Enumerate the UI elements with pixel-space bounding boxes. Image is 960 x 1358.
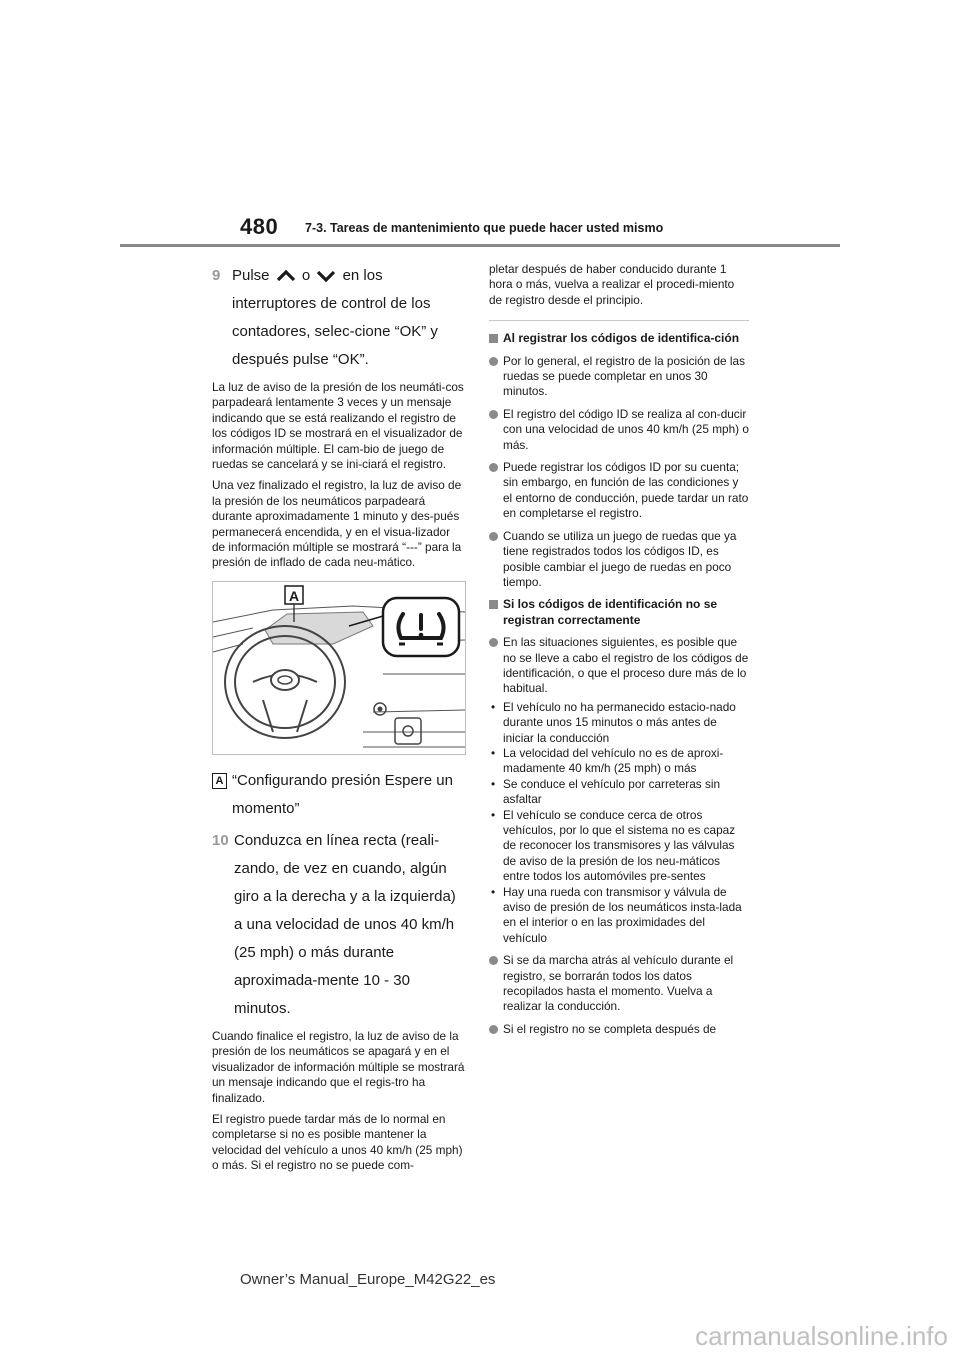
step-number: 10: [212, 831, 229, 849]
subheading: Si los códigos de identificación no se registran correctamente: [489, 597, 749, 628]
figure-caption: [212, 767, 466, 823]
bullet-dot-icon: [489, 956, 498, 965]
step-number: 9: [212, 267, 221, 284]
paragraph: Cuando finalice el registro, la luz de aviso de la presión de los neumáticos se apagará y en el visualizador de información múltiple se mostrará un mensaje indicando que el regis-tro ha finalizado.: [212, 1028, 465, 1105]
paragraph: Una vez finalizado el registro, la luz de aviso de la presión de los neumáticos parpadeará durante aproximadamente 1 minuto y des-pués permanecerá encendida, y en el visua-lizador de información múltiple se mostrará “---” para la presión de inflado de cada neu-mático.: [212, 478, 462, 570]
list-item: Si se da marcha atrás al vehículo durante el registro, se borrarán todos los datos recopilados hasta el momento. Vuelva a realizar la conducción.: [489, 953, 749, 1015]
step-9-pre: Pulse: [232, 267, 270, 284]
sub-list-item: • El vehículo no ha permanecido estacio-nado durante unos 15 minutos o más antes de iniciar la conducción: [489, 700, 749, 746]
list-item: En las situaciones siguientes, es posible que no se lleve a cabo el registro de los códigos de identificación, o que el proceso dure más de lo habitual.: [489, 635, 749, 697]
right-column: [489, 262, 749, 1044]
dashboard-illustration: [212, 581, 466, 755]
step-10: [212, 827, 466, 1023]
sub-list-item: • La velocidad del vehículo no es de aproxi-madamente 40 km/h (25 mph) o más: [489, 746, 749, 777]
sub-list: [489, 700, 749, 947]
list-item: El registro del código ID se realiza al con-ducir con una velocidad de unos 40 km/h (25 mph) o más.: [489, 407, 749, 453]
step-10-text: Conduzca en línea recta (reali-zando, de vez en cuando, algún giro a la derecha y a la izquierda) a una velocidad de unos 40 km/h (25 mph) o más durante aproximada-mente 10 - 30 minutos.: [234, 831, 456, 1017]
left-column: [212, 262, 466, 1180]
bullet-dot-icon: [489, 410, 498, 419]
list-item: Si el registro no se completa después de: [489, 1022, 749, 1037]
step-9-mid: o: [301, 267, 311, 284]
square-bullet-icon: [489, 334, 498, 343]
paragraph: pletar después de haber conducido durante 1 hora o más, vuelva a realizar el procedi-miento de registro desde el principio.: [489, 262, 735, 307]
caption-text: “Configurando presión Espere un momento”: [232, 771, 453, 817]
bullet-dot-icon: [489, 357, 498, 366]
caption-label: A: [212, 773, 227, 789]
paragraph: La luz de aviso de la presión de los neumáti-cos parpadeará lentamente 3 veces y un mensaje indicando que se está realizando el registro de los códigos ID se mostrará en el visualizador de información múltiple. El cam-bio de juego de ruedas se cancelará y se ini-ciará el registro.: [212, 380, 464, 472]
list-item: Por lo general, el registro de la posición de las ruedas se puede completar en unos 30 minutos.: [489, 354, 749, 400]
watermark: carmanualsonline.info: [695, 1321, 948, 1351]
page-number: 480: [240, 214, 279, 239]
chevron-down-icon: [315, 269, 337, 283]
step-9: [212, 262, 466, 374]
paragraph: El registro puede tardar más de lo normal en completarse si no es posible mantener la velocidad del vehículo a unos 40 km/h (25 mph) o más. Si el registro no se puede com-: [212, 1111, 463, 1173]
bullet-dot-icon: [489, 532, 498, 541]
list-item: Puede registrar los códigos ID por su cuenta; sin embargo, en función de las condiciones y el entorno de conducción, puede tardar un rato en completarse el registro.: [489, 460, 749, 522]
step-9-post: en los interruptores de control de los contadores, selec-cione “OK” y después pulse “OK”.: [232, 267, 438, 368]
figure-label: A: [289, 587, 300, 604]
bullet-dot-icon: [489, 638, 498, 647]
sub-list-item: • Se conduce el vehículo por carreteras sin asfaltar: [489, 777, 749, 808]
section-divider: [489, 320, 749, 321]
subheading: Al registrar los códigos de identifica-ción: [489, 331, 749, 346]
square-bullet-icon: [489, 600, 498, 609]
sub-list-item: • El vehículo se conduce cerca de otros vehículos, por lo que el sistema no es capaz de reconocer los transmisores y las válvulas de aviso de la presión de los neu-máticos entre todos los automóviles pre-sentes: [489, 808, 749, 885]
chevron-up-icon: [275, 269, 297, 283]
footer-manual-id: Owner’s Manual_Europe_M42G22_es: [240, 1271, 496, 1288]
list-item: Cuando se utiliza un juego de ruedas que ya tiene registrados todos los códigos ID, es posible cambiar el juego de ruedas en poco tiempo.: [489, 529, 749, 591]
sub-list-item: • Hay una rueda con transmisor y válvula de aviso de presión de los neumáticos insta-lada en el interior o en las proximidades del vehículo: [489, 885, 749, 947]
bullet-dot-icon: [489, 1025, 498, 1034]
section-title: 7-3. Tareas de mantenimiento que puede hacer usted mismo: [305, 221, 664, 235]
bullet-dot-icon: [489, 463, 498, 472]
header-rule: [120, 244, 840, 247]
